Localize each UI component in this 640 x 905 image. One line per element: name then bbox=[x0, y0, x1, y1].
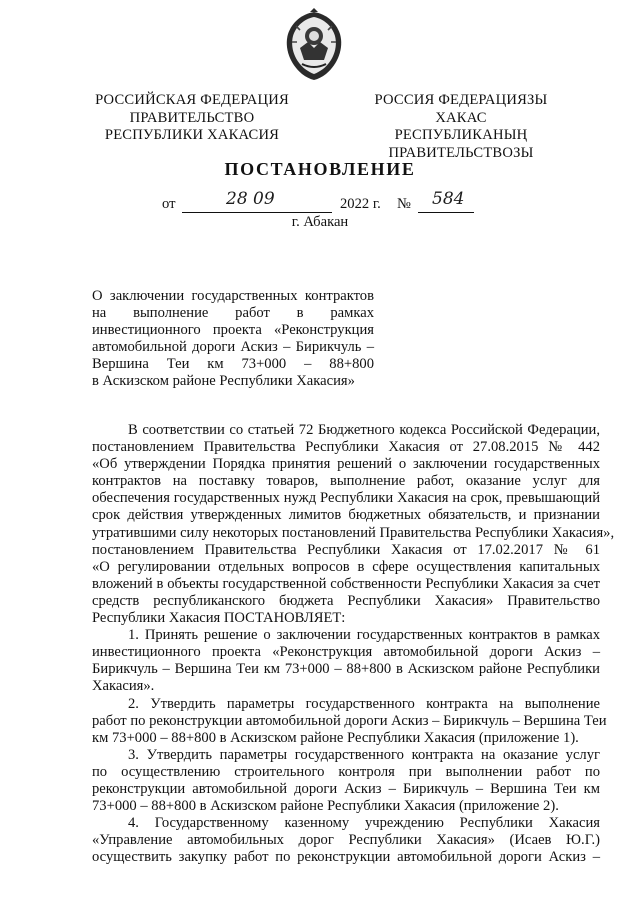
body-line: вложений в объекты государственной собственности Республики Хакасия за счет bbox=[92, 575, 600, 592]
number-sign: № bbox=[397, 196, 411, 212]
number-underline bbox=[418, 212, 474, 213]
body-line: обеспечения государственных нужд Республики Хакасия на срок, превышающий bbox=[92, 490, 600, 507]
date-underline bbox=[182, 212, 332, 213]
body-line: осуществить закупку работ по реконструкции автомобильной дороги Аскиз – bbox=[92, 849, 600, 866]
body-line: км 73+000 – 88+800 в Аскизском районе Республики Хакасия (приложение 1). bbox=[92, 729, 579, 746]
subject-line: Вершина Теи км 73+000 – 88+800 bbox=[92, 356, 374, 372]
body-line: Бирикчуль – Вершина Теи км 73+000 – 88+800 в Аскизском районе Республики bbox=[92, 661, 600, 678]
body-line: Хакасия». bbox=[92, 678, 155, 695]
header-right bbox=[372, 92, 550, 162]
city-line: г. Абакан bbox=[291, 214, 349, 230]
body-line: «Об утверждении Порядка принятия решений о заключении государственных bbox=[92, 456, 600, 473]
handwritten-date: 28 09 bbox=[226, 189, 275, 209]
subject-block bbox=[92, 288, 374, 390]
body-line: постановлением Правительства Республики Хакасия от 27.08.2015 № 442 bbox=[92, 439, 600, 456]
body-paragraph bbox=[92, 422, 615, 627]
body-line: 1. Принять решение о заключении государственных контрактов в рамках bbox=[128, 627, 600, 644]
subject-line: автомобильной дороги Аскиз – Бирикчуль – bbox=[92, 339, 374, 355]
body-line: инвестиционного проекта «Реконструкция автомобильной дороги Аскиз – bbox=[92, 644, 600, 661]
header-left-line: РОССИЙСКАЯ ФЕДЕРАЦИЯ bbox=[95, 92, 289, 108]
handwritten-number: 584 bbox=[432, 189, 465, 209]
body-line: срок действия утвержденных лимитов бюджетных обязательств, и признании bbox=[92, 507, 600, 524]
date-year: 2022 г. bbox=[340, 196, 381, 212]
subject-line: на выполнение работ в рамках bbox=[92, 305, 374, 321]
header-left bbox=[92, 92, 292, 145]
body-line: утратившими силу некоторых постановлений Правительства Республики Хакасия», bbox=[92, 524, 615, 541]
body-line: В соответствии со статьей 72 Бюджетного кодекса Российской Федерации, bbox=[128, 422, 600, 438]
body-line: «Управление автомобильных дорог Республики Хакасия» (Исаев Ю.Г.) bbox=[92, 832, 600, 849]
body-line: работ по реконструкции автомобильной дороги Аскиз – Бирикчуль – Вершина Теи bbox=[92, 712, 607, 729]
body-line: 2. Утвердить параметры государственного контракта на выполнение bbox=[128, 695, 600, 712]
subject-line: О заключении государственных контрактов bbox=[92, 288, 374, 304]
header-right-line: ХАКАС РЕСПУБЛИКАНЫҢ bbox=[394, 109, 528, 143]
header-left-line: ПРАВИТЕЛЬСТВО bbox=[129, 109, 255, 126]
header-right-line: РОССИЯ ФЕДЕРАЦИЯЗЫ bbox=[374, 92, 548, 108]
body-line: 3. Утвердить параметры государственного контракта на оказание услуг bbox=[128, 746, 600, 763]
body-line: контрактов на поставку товаров, выполнение работ, оказание услуг для bbox=[92, 473, 600, 490]
body-paragraph bbox=[92, 695, 607, 747]
body-line: реконструкции автомобильной дороги Аскиз – Бирикчуль – Вершина Теи км bbox=[92, 780, 600, 797]
body-line: по осуществлению строительного контроля при выполнении работ по bbox=[92, 763, 600, 780]
subject-line: инвестиционного проекта «Реконструкция bbox=[92, 322, 374, 338]
body-line: 4. Государственному казенному учреждению Республики Хакасия bbox=[128, 815, 600, 832]
body-line: средств республиканского бюджета Республики Хакасия» Правительство bbox=[92, 592, 600, 609]
subject-line: в Аскизском районе Республики Хакасия» bbox=[92, 373, 355, 389]
body-line: «О регулировании отдельных вопросов в сфере осуществления капитальных bbox=[92, 558, 600, 575]
header-left-line: РЕСПУБЛИКИ ХАКАСИЯ bbox=[104, 127, 280, 143]
header-right-line: ПРАВИТЕЛЬСТВОЗЫ bbox=[388, 144, 534, 161]
document-title: ПОСТАНОВЛЕНИЕ bbox=[224, 159, 416, 179]
document-body bbox=[92, 422, 615, 866]
body-line: постановлением Правительства Республики Хакасия от 17.02.2017 № 61 bbox=[92, 541, 600, 558]
date-prefix: от bbox=[162, 196, 176, 212]
body-paragraph bbox=[92, 627, 600, 695]
body-line: 73+000 – 88+800 в Аскизском районе Республики Хакасия (приложение 2). bbox=[92, 798, 559, 815]
body-line: Республики Хакасия ПОСТАНОВЛЯЕТ: bbox=[92, 610, 346, 627]
republic-emblem bbox=[280, 8, 348, 84]
body-paragraph bbox=[92, 815, 600, 866]
body-paragraph bbox=[92, 747, 600, 815]
